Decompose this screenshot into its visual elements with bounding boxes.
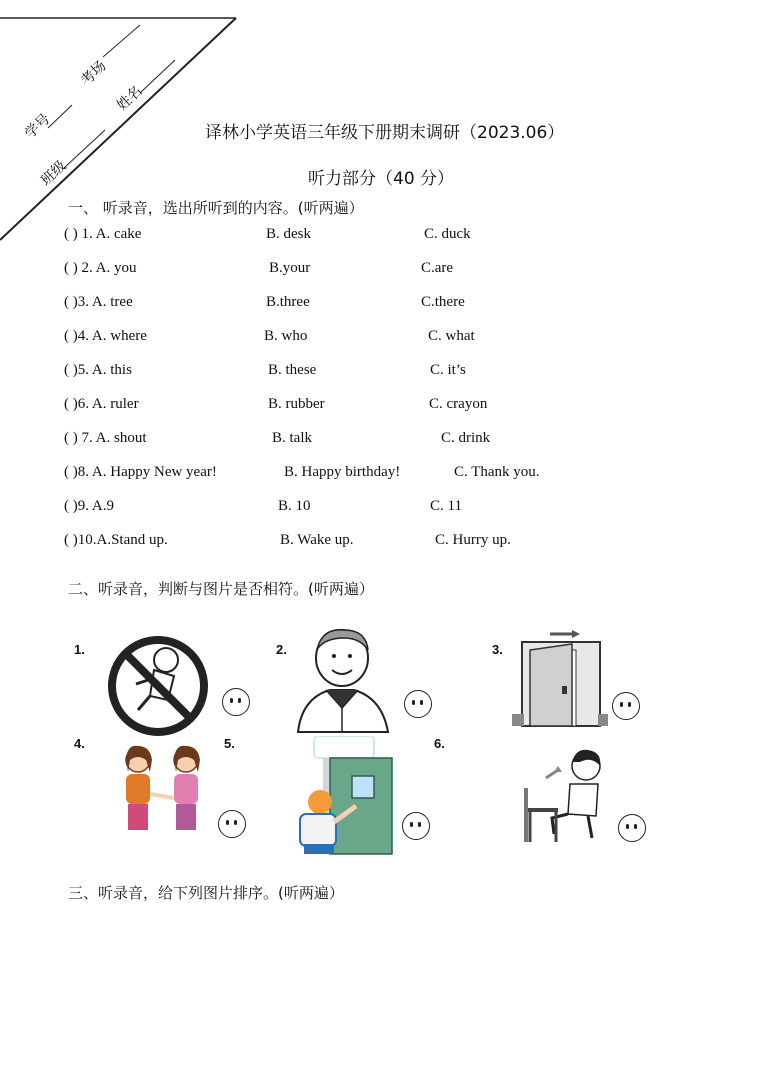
option-b: B.your	[269, 260, 311, 276]
boy-at-door-image	[290, 736, 396, 856]
class-label: 班级	[38, 158, 70, 189]
option-c: C. Thank you.	[454, 464, 540, 480]
item-number: 1.	[74, 642, 85, 657]
question-row	[64, 294, 684, 314]
option-b: B. 10	[278, 498, 311, 514]
option-b: B. Wake up.	[280, 532, 354, 548]
page-subtitle: 听力部分（40 分）	[308, 169, 455, 189]
question-row	[64, 430, 684, 450]
question-a: ( ) 2. A. you	[64, 260, 137, 276]
question-a: ( ) 7. A. shout	[64, 430, 147, 446]
question-row	[64, 328, 684, 348]
question-row	[64, 532, 684, 552]
smiley-face-1[interactable]	[222, 688, 250, 716]
question-row	[64, 498, 684, 518]
option-c: C. drink	[441, 430, 491, 446]
question-a: ( )8. A. Happy New year!	[64, 464, 217, 480]
option-c: C. Hurry up.	[435, 532, 511, 548]
old-man-image	[290, 626, 400, 734]
smiley-face-6[interactable]	[618, 814, 646, 842]
door-image	[512, 630, 608, 728]
item-number: 2.	[276, 642, 287, 657]
question-a: ( )9. A.9	[64, 498, 114, 514]
smiley-face-4[interactable]	[218, 810, 246, 838]
no-running-sign-image	[104, 636, 216, 736]
section1-heading: 一、 听录音，选出所听到的内容。(听两遍）	[68, 199, 364, 217]
item-number: 6.	[434, 736, 445, 751]
option-c: C. crayon	[429, 396, 488, 412]
item-number: 3.	[492, 642, 503, 657]
item-number: 4.	[74, 736, 85, 751]
option-c: C.there	[421, 294, 465, 310]
question-a: ( )6. A. ruler	[64, 396, 139, 412]
student-id-label: 学号	[22, 111, 54, 142]
question-row	[64, 362, 684, 382]
section2-heading: 二、听录音，判断与图片是否相符。(听两遍）	[68, 580, 374, 598]
option-b: B.three	[266, 294, 310, 310]
option-c: C. 11	[430, 498, 462, 514]
option-c: C. duck	[424, 226, 471, 242]
item-number: 5.	[224, 736, 235, 751]
option-b: B. Happy birthday!	[284, 464, 401, 480]
option-b: B. these	[268, 362, 317, 378]
option-b: B. who	[264, 328, 308, 344]
question-a: ( )10.A.Stand up.	[64, 532, 168, 548]
question-a: ( )3. A. tree	[64, 294, 133, 310]
question-row	[64, 226, 684, 246]
section3-heading: 三、听录音，给下列图片排序。(听两遍）	[68, 884, 344, 902]
two-girls-image	[112, 742, 212, 838]
question-row	[64, 260, 684, 280]
option-c: C.are	[421, 260, 454, 276]
question-row	[64, 396, 684, 416]
exam-room-label: 考场	[78, 58, 110, 89]
option-c: C. what	[428, 328, 475, 344]
page-title: 译林小学英语三年级下册期末调研（2023.06）	[205, 123, 565, 143]
question-a: ( )4. A. where	[64, 328, 147, 344]
question-a: ( ) 1. A. cake	[64, 226, 142, 242]
smiley-face-3[interactable]	[612, 692, 640, 720]
question-row	[64, 464, 684, 484]
smiley-face-2[interactable]	[404, 690, 432, 718]
option-c: C. it’s	[430, 362, 466, 378]
name-label: 姓名	[114, 83, 146, 114]
option-b: B. talk	[272, 430, 312, 446]
smiley-face-5[interactable]	[402, 812, 430, 840]
option-b: B. rubber	[268, 396, 325, 412]
sit-down-image	[522, 748, 614, 844]
question-a: ( )5. A. this	[64, 362, 132, 378]
option-b: B. desk	[266, 226, 311, 242]
